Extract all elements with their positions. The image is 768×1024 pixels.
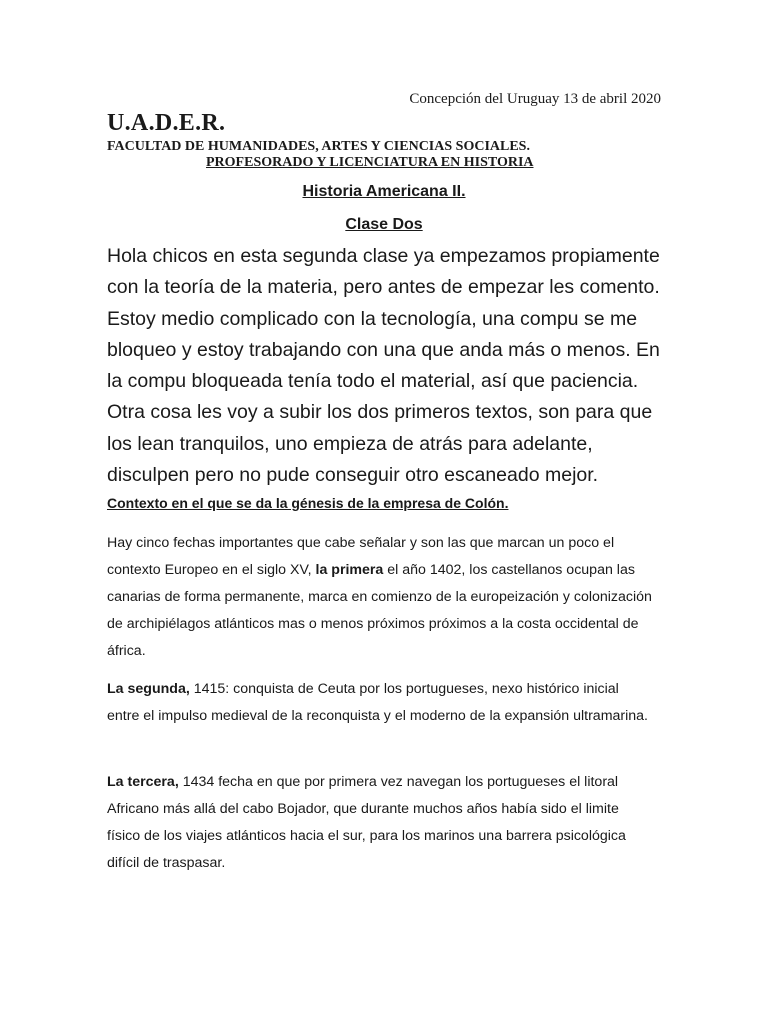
class-title: Clase Dos: [345, 216, 423, 233]
paragraph-text: Hay cinco fechas importantes que cabe señalar y son las que marcan un poco el contexto Europeo en el siglo XV,: [107, 535, 615, 578]
course-title: Historia Americana II.: [302, 183, 466, 200]
program-name: PROFESORADO Y LICENCIATURA EN HISTORIA: [206, 155, 534, 170]
institution-name: U.A.D.E.R.: [107, 110, 226, 136]
body-paragraph: [107, 769, 652, 877]
paragraph-emphasis: la primera: [315, 562, 384, 578]
intro-paragraph: Hola chicos en esta segunda clase ya empezamos propiamente con la teoría de la materia, pero antes de empezar les comento. Estoy medio complicado con la tecnología, una compu se me bloqueo y estoy trabajando con una que anda más o menos. En la compu bloqueada tenía todo el material, así que paciencia.: [107, 245, 660, 393]
faculty-name: FACULTAD DE HUMANIDADES, ARTES Y CIENCIAS SOCIALES.: [107, 139, 530, 154]
intro-text: [107, 241, 667, 491]
intro-paragraph: Otra cosa les voy a subir los dos primeros textos, son para que los lean tranquilos, uno empieza de atrás para adelante, disculpen pero no pude conseguir otro escaneado mejor.: [107, 401, 653, 487]
paragraph-text: 1434 fecha en que por primera vez navegan los portugueses el litoral Africano más allá del cabo Bojador, que durante muchos años había sido el limite físico de los viajes atlánticos hacia el sur, para los marinos una barrera psicológica difícil de traspasar.: [107, 774, 626, 871]
paragraph-emphasis: La segunda,: [107, 681, 190, 697]
section-heading: Contexto en el que se da la génesis de la empresa de Colón.: [107, 495, 509, 511]
paragraph-text: el año 1402, los castellanos ocupan las canarias de forma permanente, marca en comienzo de la europeización y colonización de archipiélagos atlánticos mas o menos próximos próximos a la costa occidental de áfrica.: [107, 562, 652, 659]
paragraph-text: 1415: conquista de Ceuta por los portugueses, nexo histórico inicial entre el impulso medieval de la reconquista y el moderno de la expansión ultramarina.: [107, 681, 649, 724]
paragraph-emphasis: La tercera,: [107, 774, 179, 790]
body-paragraph: [107, 676, 652, 730]
date-line: Concepción del Uruguay 13 de abril 2020: [409, 91, 661, 107]
body-paragraph: [107, 530, 652, 665]
